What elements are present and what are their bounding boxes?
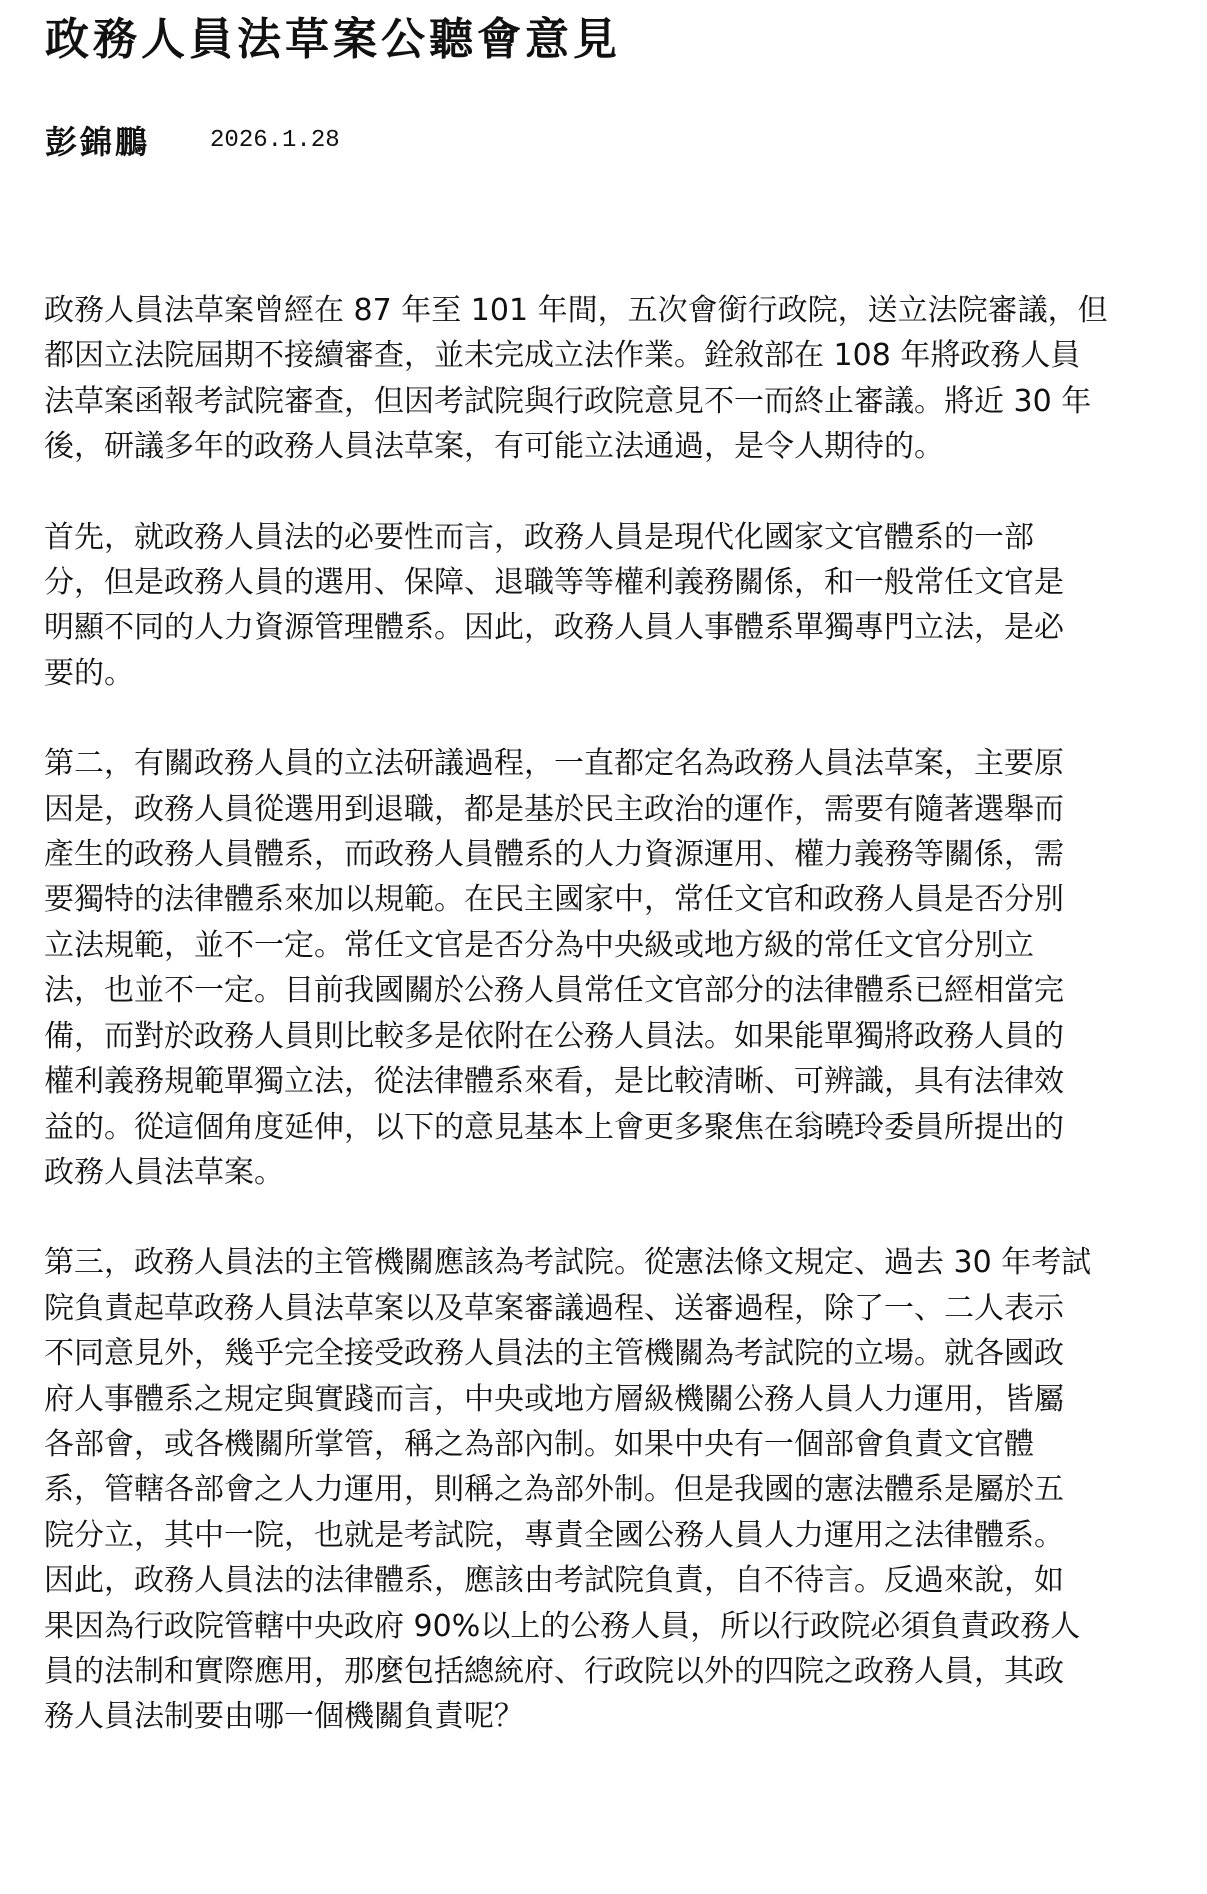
paragraph-second: 第二，有關政務人員的立法研議過程，一直都定名為政務人員法草案，主要原 因是，政務人員從選用到退職，都是基於民主政治的運作，需要有隨著選舉而 產生的政務人員體系，而政務人員體系的人力資源運用、權力義務等關係，需 要獨特的法律體系來加以規範。在民主國家中，常任文官和政務人員是否分別 立法規範，並不一定。常任文官是否分為中央級或地方級的常任文官分別立 法，也並不一定。目前我國關於公務人員常任文官部分的法律體系已經相當完 備，而對於政務人員則比較多是依附在公務人員法。如果能單獨將政務人員的 權利義務規範單獨立法，從法律體系來看，是比較清晰、可辨識，具有法律效 益的。從這個角度延伸，以下的意見基本上會更多聚焦在翁曉玲委員所提出的 政務人員法草案。: [44, 746, 1064, 1190]
author-name: 彭錦鵬: [45, 123, 151, 161]
paragraph-first: 首先，就政務人員法的必要性而言，政務人員是現代化國家文官體系的一部 分，但是政務人員的選用、保障、退職等等權利義務關係，和一般常任文官是 明顯不同的人力資源管理體系。因此，政務人員人事體系單獨專門立法，是必 要的。: [44, 519, 1064, 691]
paragraph-third: 第三，政務人員法的主管機關應該為考試院。從憲法條文規定、過去 30 年考試 院負責起草政務人員法草案以及草案審議過程、送審過程，除了一、二人表示 不同意見外，幾乎完全接受政務人員法的主管機關為考試院的立場。就各國政 府人事體系之規定與實踐而言，中央或地方層級機關公務人員人力運用，皆屬 各部會，或各機關所掌管，稱之為部內制。如果中央有一個部會負責文官體 系，管轄各部會之人力運用，則稱之為部外制。但是我國的憲法體系是屬於五 院分立，其中一院，也就是考試院，專責全國公務人員人力運用之法律體系。 因此，政務人員法的法律體系，應該由考試院負責，自不待言。反過來說，如 果因為行政院管轄中央政府 90%以上的公務人員，所以行政院必須負責政務人 員的法制和實際應用，那麼包括總統府、行政院以外的四院之政務人員，其政 務人員法制要由哪一個機關負責呢？: [44, 1245, 1092, 1735]
document-body: [44, 288, 1206, 1785]
document-date: 2026.1.28: [210, 126, 340, 154]
byline: [45, 115, 340, 165]
document-title: 政務人員法草案公聽會意見: [45, 14, 621, 65]
paragraph-intro: 政務人員法草案曾經在 87 年至 101 年間，五次會銜行政院，送立法院審議，但 都因立法院屆期不接續審查，並未完成立法作業。銓敘部在 108 年將政務人員 法草案函報考試院審查，但因考試院與行政院意見不一而終止審議。將近 30 年 後，研議多年的政務人員法草案，有可能立法通過，是令人期待的。: [44, 293, 1108, 465]
